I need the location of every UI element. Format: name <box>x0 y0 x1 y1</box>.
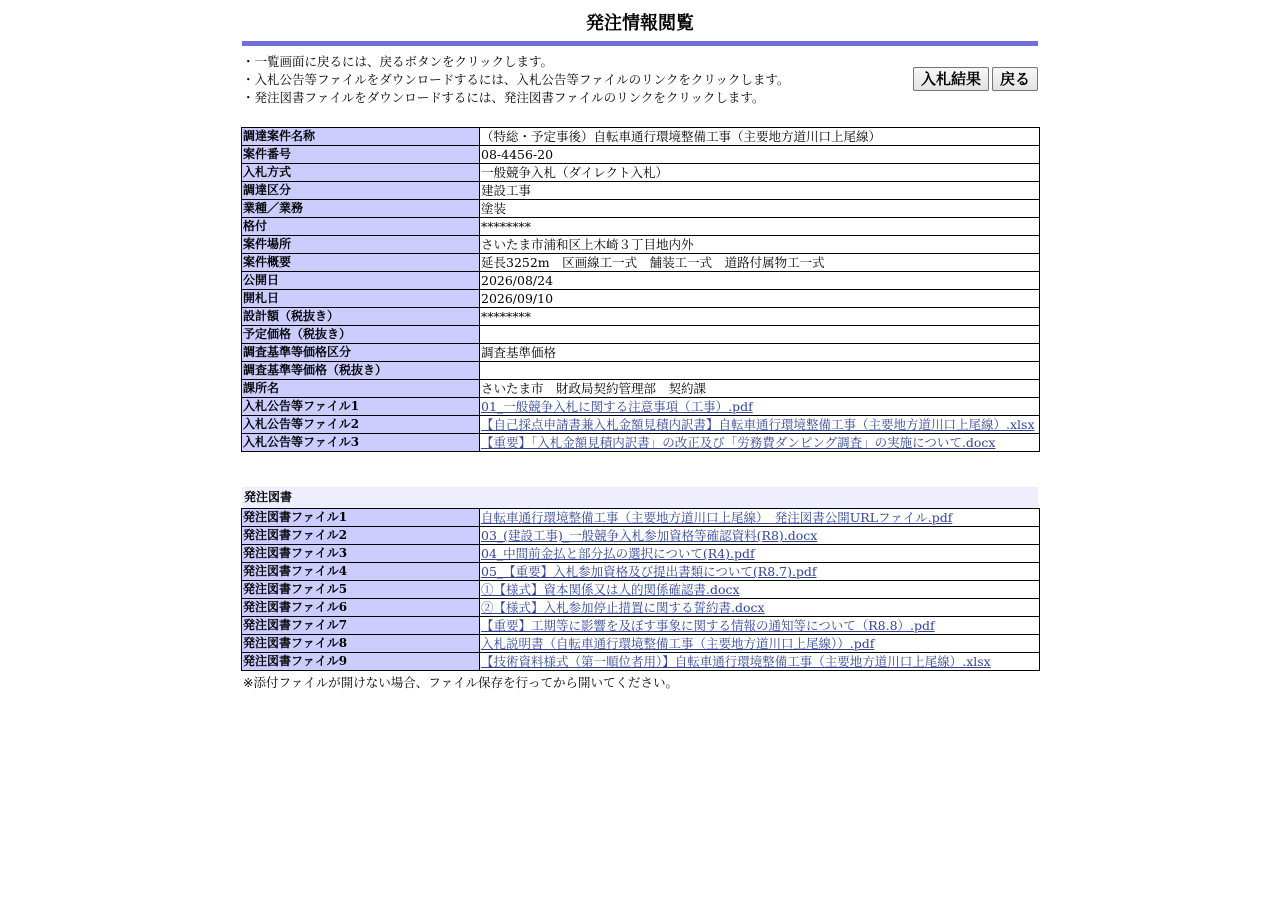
footer-note: ※添付ファイルが開けない場合、ファイル保存を行ってから開いてください。 <box>243 675 678 690</box>
drawing-file-row <box>242 617 1040 635</box>
page-title: 発注情報閲覧 <box>586 13 694 34</box>
row-value: 一般競争入札（ダイレクト入札） <box>480 164 1040 182</box>
notice-file-row <box>242 416 1040 434</box>
detail-row <box>242 380 1040 398</box>
row-value: 延長3252m 区画線工一式 舗装工一式 道路付属物工一式 <box>480 254 1040 272</box>
detail-row <box>242 164 1040 182</box>
drawings-section-header: 発注図書 <box>242 487 1038 508</box>
detail-row <box>242 182 1040 200</box>
row-value <box>480 545 1040 563</box>
file-link[interactable]: 03_(建設工事)_一般競争入札参加資格等確認資料(R8).docx <box>481 528 818 543</box>
detail-row <box>242 344 1040 362</box>
row-label: 課所名 <box>242 380 480 398</box>
detail-row <box>242 254 1040 272</box>
row-label: 発注図書ファイル2 <box>242 527 480 545</box>
instruction-line: ・一覧画面に戻るには、戻るボタンをクリックします。 <box>242 54 554 69</box>
detail-row <box>242 146 1040 164</box>
file-link[interactable]: 入札説明書（自転車通行環境整備工事（主要地方道川口上尾線））.pdf <box>481 636 875 651</box>
bid-result-button[interactable]: 入札結果 <box>913 67 989 91</box>
detail-row <box>242 236 1040 254</box>
row-value <box>480 617 1040 635</box>
detail-row <box>242 326 1040 344</box>
back-button[interactable]: 戻る <box>992 67 1038 91</box>
details-table-body <box>242 128 1040 452</box>
row-label: 発注図書ファイル5 <box>242 581 480 599</box>
row-label: 入札公告等ファイル1 <box>242 398 480 416</box>
drawing-file-row <box>242 599 1040 617</box>
row-label: 発注図書ファイル3 <box>242 545 480 563</box>
row-label: 設計額（税抜き） <box>242 308 480 326</box>
row-label: 入札公告等ファイル2 <box>242 416 480 434</box>
row-value: 塗装 <box>480 200 1040 218</box>
drawing-file-row <box>242 653 1040 671</box>
row-value: 08-4456-20 <box>480 146 1040 164</box>
detail-row <box>242 200 1040 218</box>
row-label: 案件場所 <box>242 236 480 254</box>
row-value <box>480 362 1040 380</box>
row-value: （特総・予定事後）自転車通行環境整備工事（主要地方道川口上尾線） <box>480 128 1040 146</box>
row-value <box>480 527 1040 545</box>
row-label: 発注図書ファイル4 <box>242 563 480 581</box>
page-container <box>242 0 1038 691</box>
row-value <box>480 398 1040 416</box>
detail-row <box>242 272 1040 290</box>
drawing-file-row <box>242 509 1040 527</box>
details-table <box>241 127 1040 452</box>
row-value: 調査基準価格 <box>480 344 1040 362</box>
row-label: 入札方式 <box>242 164 480 182</box>
row-value: さいたま市 財政局契約管理部 契約課 <box>480 380 1040 398</box>
row-label: 予定価格（税抜き） <box>242 326 480 344</box>
row-value <box>480 599 1040 617</box>
instruction-line: ・入札公告等ファイルをダウンロードするには、入札公告等ファイルのリンクをクリックします。 <box>242 72 790 87</box>
detail-row <box>242 290 1040 308</box>
file-link[interactable]: 04_中間前金払と部分払の選択について(R4).pdf <box>481 546 755 561</box>
drawing-file-row <box>242 545 1040 563</box>
file-link[interactable]: 【重要】工期等に影響を及ぼす事象に関する情報の通知等について（R8.8）.pdf <box>481 618 935 633</box>
row-value: 2026/09/10 <box>480 290 1040 308</box>
detail-row <box>242 218 1040 236</box>
action-buttons <box>913 67 1038 91</box>
row-label: 発注図書ファイル7 <box>242 617 480 635</box>
row-label: 調査基準等価格（税抜き） <box>242 362 480 380</box>
row-value <box>480 326 1040 344</box>
row-label: 発注図書ファイル8 <box>242 635 480 653</box>
row-label: 発注図書ファイル9 <box>242 653 480 671</box>
detail-row <box>242 308 1040 326</box>
row-label: 入札公告等ファイル3 <box>242 434 480 452</box>
row-label: 開札日 <box>242 290 480 308</box>
instructions <box>242 53 1038 109</box>
row-value: ******** <box>480 308 1040 326</box>
row-value <box>480 434 1040 452</box>
file-link[interactable]: 【重要】「入札金額見積内訳書」の改正及び「労務費ダンピング調査」の実施について.docx <box>481 435 996 450</box>
row-value <box>480 416 1040 434</box>
title-divider <box>242 41 1038 46</box>
row-label: 調達区分 <box>242 182 480 200</box>
row-label: 業種／業務 <box>242 200 480 218</box>
drawings-table-body <box>242 509 1040 671</box>
file-link[interactable]: 自転車通行環境整備工事（主要地方道川口上尾線） 発注図書公開URLファイル.pdf <box>481 510 953 525</box>
row-value <box>480 509 1040 527</box>
row-value: ******** <box>480 218 1040 236</box>
file-link[interactable]: 【自己採点申請書兼入札金額見積内訳書】自転車通行環境整備工事（主要地方道川口上尾線）.xlsx <box>481 417 1035 432</box>
file-link[interactable]: 01_一般競争入札に関する注意事項（工事）.pdf <box>481 399 753 414</box>
row-label: 公開日 <box>242 272 480 290</box>
instruction-line: ・発注図書ファイルをダウンロードするには、発注図書ファイルのリンクをクリックします。 <box>242 90 765 105</box>
row-label: 格付 <box>242 218 480 236</box>
row-label: 発注図書ファイル6 <box>242 599 480 617</box>
row-label: 発注図書ファイル1 <box>242 509 480 527</box>
detail-row <box>242 128 1040 146</box>
file-link[interactable]: 05_【重要】入札参加資格及び提出書類について(R8.7).pdf <box>481 564 817 579</box>
row-value: さいたま市浦和区上木崎３丁目地内外 <box>480 236 1040 254</box>
row-value <box>480 563 1040 581</box>
row-value: 2026/08/24 <box>480 272 1040 290</box>
file-link[interactable]: ②【様式】入札参加停止措置に関する誓約書.docx <box>481 600 765 615</box>
drawing-file-row <box>242 563 1040 581</box>
drawing-file-row <box>242 635 1040 653</box>
file-link[interactable]: 【技術資料様式（第一順位者用）】自転車通行環境整備工事（主要地方道川口上尾線）.xlsx <box>481 654 991 669</box>
drawing-file-row <box>242 581 1040 599</box>
row-value <box>480 653 1040 671</box>
row-label: 調達案件名称 <box>242 128 480 146</box>
drawing-file-row <box>242 527 1040 545</box>
row-label: 案件番号 <box>242 146 480 164</box>
row-label: 案件概要 <box>242 254 480 272</box>
row-value <box>480 635 1040 653</box>
file-link[interactable]: ①【様式】資本関係又は人的関係確認書.docx <box>481 582 740 597</box>
drawings-table <box>241 508 1040 671</box>
row-label: 調査基準等価格区分 <box>242 344 480 362</box>
row-value <box>480 581 1040 599</box>
notice-file-row <box>242 398 1040 416</box>
detail-row <box>242 362 1040 380</box>
notice-file-row <box>242 434 1040 452</box>
row-value: 建設工事 <box>480 182 1040 200</box>
